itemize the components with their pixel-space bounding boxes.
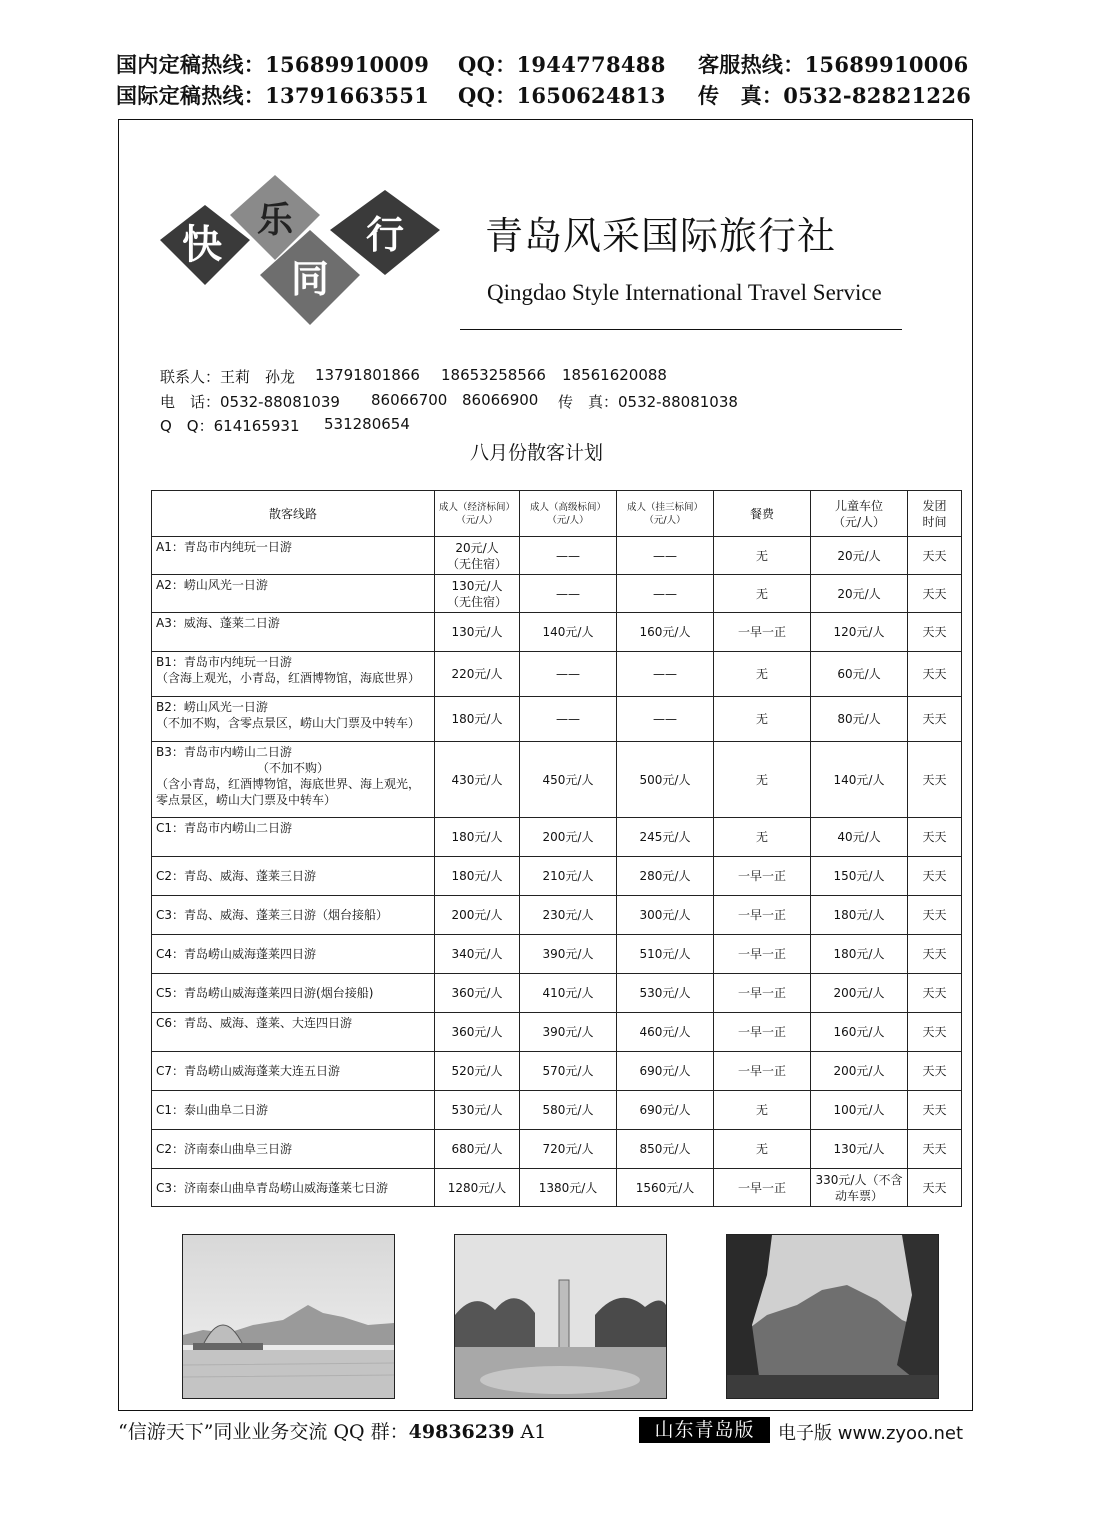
header-premium-label: 成人（高级标间） [529, 501, 606, 513]
route-note: （不加不购，含零点景区，崂山大门票及中转车） [156, 716, 421, 730]
route-name: C4：青岛崂山威海蓬莱四日游 [156, 947, 317, 961]
premium-cell: 200元/人 [520, 818, 617, 857]
header-premium [520, 491, 617, 537]
route-cell [152, 935, 435, 974]
three-star-cell: 500元/人 [617, 742, 714, 818]
meals-cell: 一早一正 [714, 1052, 811, 1091]
route-price-table [151, 490, 962, 1207]
economy-price: 130元/人 [451, 578, 503, 593]
edition-badge: 山东青岛版 [639, 1417, 770, 1443]
child-cell: 180元/人 [811, 896, 908, 935]
economy-cell: 130元/人 [435, 613, 520, 652]
contact-mobile-2: 18653258566 [441, 366, 546, 384]
photo-mountain [726, 1234, 939, 1399]
three-star-cell: —— [617, 575, 714, 613]
header-departure [908, 491, 962, 537]
premium-cell: 230元/人 [520, 896, 617, 935]
company-logo [150, 170, 460, 340]
header-three-star-unit: （元/人） [644, 514, 686, 526]
three-star-cell: 300元/人 [617, 896, 714, 935]
route-name: C6：青岛、威海、蓬莱、大连四日游 [156, 1016, 353, 1030]
departure-cell: 天天 [908, 537, 962, 575]
fax-line: 传 真：0532-82821226 [698, 83, 972, 108]
three-star-cell: —— [617, 652, 714, 697]
departure-cell: 天天 [908, 1169, 962, 1207]
departure-cell: 天天 [908, 974, 962, 1013]
premium-cell: —— [520, 697, 617, 742]
child-cell: 20元/人 [811, 537, 908, 575]
meals-cell: 一早一正 [714, 974, 811, 1013]
meals-cell: 一早一正 [714, 935, 811, 974]
child-cell: 120元/人 [811, 613, 908, 652]
route-name: B1：青岛市内纯玩一日游 [156, 655, 292, 669]
child-cell: 330元/人（不含动车票） [811, 1169, 908, 1207]
route-name: C2：青岛、威海、蓬莱三日游 [156, 869, 317, 883]
route-name: A1：青岛市内纯玩一日游 [156, 540, 292, 554]
route-note: （不加不购） [256, 761, 329, 775]
table-row [152, 1091, 962, 1130]
meals-cell: 无 [714, 1091, 811, 1130]
economy-cell: 220元/人 [435, 652, 520, 697]
premium-cell: 140元/人 [520, 613, 617, 652]
table-row [152, 1052, 962, 1091]
photo-plaza-lighthouse [454, 1234, 667, 1399]
economy-cell: 360元/人 [435, 1013, 520, 1052]
footer-qq-number: 49836239 [408, 1421, 515, 1443]
logo-char-1: 快 [182, 221, 222, 268]
departure-cell: 天天 [908, 1013, 962, 1052]
meals-cell: 无 [714, 1130, 811, 1169]
company-name-cn: 青岛风采国际旅行社 [485, 214, 837, 258]
header-premium-unit: （元/人） [547, 514, 589, 526]
premium-cell: 390元/人 [520, 1013, 617, 1052]
economy-cell: 180元/人 [435, 697, 520, 742]
meals-cell: 无 [714, 818, 811, 857]
header-child-label: 儿童车位 [834, 498, 883, 513]
premium-cell: 720元/人 [520, 1130, 617, 1169]
table-row [152, 1169, 962, 1207]
route-name: C2：济南泰山曲阜三日游 [156, 1142, 293, 1156]
economy-cell: 530元/人 [435, 1091, 520, 1130]
meals-cell: 一早一正 [714, 1169, 811, 1207]
child-cell: 60元/人 [811, 652, 908, 697]
table-row [152, 935, 962, 974]
route-cell [152, 1052, 435, 1091]
contact-mobile-3: 18561620088 [562, 366, 667, 384]
premium-cell: 410元/人 [520, 974, 617, 1013]
economy-cell: 520元/人 [435, 1052, 520, 1091]
premium-cell: 210元/人 [520, 857, 617, 896]
contact-tel-2: 86066700 [371, 391, 448, 409]
footer-website: 电子版 www.zyoo.net [778, 1423, 964, 1444]
three-star-cell: 510元/人 [617, 935, 714, 974]
route-cell [152, 1130, 435, 1169]
meals-cell: 无 [714, 697, 811, 742]
route-cell [152, 896, 435, 935]
table-row [152, 697, 962, 742]
three-star-cell: 690元/人 [617, 1091, 714, 1130]
meals-cell: 一早一正 [714, 1013, 811, 1052]
child-cell: 40元/人 [811, 818, 908, 857]
premium-cell: —— [520, 575, 617, 613]
departure-cell: 天天 [908, 575, 962, 613]
route-cell [152, 742, 435, 818]
premium-cell: 1380元/人 [520, 1169, 617, 1207]
contact-tel-3: 86066900 [462, 391, 539, 409]
route-name: C3：青岛、威海、蓬莱三日游（烟台接船） [156, 908, 389, 922]
economy-cell [435, 537, 520, 575]
economy-cell: 180元/人 [435, 818, 520, 857]
contact-qq: Q Q：614165931 [160, 417, 300, 435]
header-economy-label: 成人（经济标间） [438, 501, 515, 513]
footer-qq-group [118, 1417, 546, 1444]
three-star-cell: —— [617, 697, 714, 742]
economy-note: （无住宿） [446, 556, 507, 571]
departure-cell: 天天 [908, 613, 962, 652]
child-cell: 140元/人 [811, 742, 908, 818]
three-star-cell: —— [617, 537, 714, 575]
route-note: （含海上观光，小青岛，红酒博物馆，海底世界） [156, 671, 421, 685]
logo-char-2: 乐 [256, 199, 294, 241]
meals-cell: 一早一正 [714, 896, 811, 935]
route-name: C1：泰山曲阜二日游 [156, 1103, 269, 1117]
premium-cell: 580元/人 [520, 1091, 617, 1130]
header-meals: 餐费 [714, 491, 811, 537]
route-cell [152, 575, 435, 613]
premium-cell: —— [520, 537, 617, 575]
header-economy-unit: （元/人） [456, 514, 498, 526]
economy-cell: 360元/人 [435, 974, 520, 1013]
route-cell [152, 857, 435, 896]
departure-cell: 天天 [908, 652, 962, 697]
premium-cell: —— [520, 652, 617, 697]
header-departure-1: 发团 [922, 498, 947, 513]
departure-cell: 天天 [908, 935, 962, 974]
service-hotline: 客服热线：15689910006 [698, 52, 969, 77]
economy-note: （无住宿） [446, 594, 507, 609]
table-row [152, 974, 962, 1013]
route-name: B3：青岛市内崂山二日游 [156, 745, 292, 759]
child-cell: 200元/人 [811, 1052, 908, 1091]
economy-cell [435, 575, 520, 613]
economy-cell: 430元/人 [435, 742, 520, 818]
premium-cell: 570元/人 [520, 1052, 617, 1091]
logo-char-3: 同 [290, 256, 330, 301]
table-row [152, 575, 962, 613]
route-name: C5：青岛崂山威海蓬莱四日游(烟台接船) [156, 986, 374, 1000]
plan-title: 八月份散客计划 [470, 442, 604, 464]
three-star-cell: 280元/人 [617, 857, 714, 896]
three-star-cell: 850元/人 [617, 1130, 714, 1169]
meals-cell: 无 [714, 575, 811, 613]
route-cell [152, 697, 435, 742]
contact-people: 联系人：王莉 孙龙 [160, 368, 296, 386]
header-route: 散客线路 [152, 491, 435, 537]
three-star-cell: 1560元/人 [617, 1169, 714, 1207]
route-name: C7：青岛崂山威海蓬莱大连五日游 [156, 1064, 341, 1078]
contact-mobile-1: 13791801866 [315, 366, 420, 384]
child-cell: 100元/人 [811, 1091, 908, 1130]
departure-cell: 天天 [908, 857, 962, 896]
route-cell [152, 974, 435, 1013]
meals-cell: 无 [714, 742, 811, 818]
footer-page-number: A1 [520, 1421, 547, 1443]
route-cell [152, 1169, 435, 1207]
economy-cell: 200元/人 [435, 896, 520, 935]
departure-cell: 天天 [908, 697, 962, 742]
economy-cell: 340元/人 [435, 935, 520, 974]
table-row [152, 818, 962, 857]
domestic-hotline: 国内定稿热线：15689910009 [116, 52, 430, 77]
three-star-cell: 690元/人 [617, 1052, 714, 1091]
route-name: A2：崂山风光一日游 [156, 578, 268, 592]
header-child [811, 491, 908, 537]
photo-seaside-city [182, 1234, 395, 1399]
route-name: A3：威海、蓬莱二日游 [156, 616, 280, 630]
departure-cell: 天天 [908, 1130, 962, 1169]
title-divider [460, 329, 902, 330]
intl-hotline: 国际定稿热线：13791663551 [116, 83, 430, 108]
three-star-cell: 530元/人 [617, 974, 714, 1013]
company-name-en: Qingdao Style International Travel Service [487, 280, 882, 305]
route-note-detail: （含小青岛，红酒博物馆，海底世界、海上观光，零点景区，崂山大门票及中转车） [156, 777, 421, 807]
header-three-star-label: 成人（挂三标间） [626, 501, 703, 513]
intl-qq: QQ：1650624813 [458, 83, 666, 108]
header-three-star [617, 491, 714, 537]
economy-cell: 1280元/人 [435, 1169, 520, 1207]
route-cell [152, 1091, 435, 1130]
table-row [152, 613, 962, 652]
header-economy [435, 491, 520, 537]
three-star-cell: 160元/人 [617, 613, 714, 652]
table-row [152, 537, 962, 575]
route-cell [152, 652, 435, 697]
contact-tel: 电 话：0532-88081039 [160, 393, 340, 411]
three-star-cell: 460元/人 [617, 1013, 714, 1052]
route-name: C1：青岛市内崂山二日游 [156, 821, 293, 835]
departure-cell: 天天 [908, 818, 962, 857]
child-cell: 130元/人 [811, 1130, 908, 1169]
route-cell [152, 1013, 435, 1052]
table-row [152, 896, 962, 935]
child-cell: 80元/人 [811, 697, 908, 742]
child-cell: 160元/人 [811, 1013, 908, 1052]
table-row [152, 857, 962, 896]
domestic-qq: QQ：1944778488 [458, 52, 666, 77]
child-cell: 200元/人 [811, 974, 908, 1013]
logo-char-4: 行 [365, 212, 405, 257]
economy-cell: 180元/人 [435, 857, 520, 896]
premium-cell: 390元/人 [520, 935, 617, 974]
meals-cell: 一早一正 [714, 613, 811, 652]
table-row [152, 1013, 962, 1052]
contact-qq-2: 531280654 [324, 415, 410, 433]
header-child-unit: （元/人） [832, 514, 886, 529]
meals-cell: 一早一正 [714, 857, 811, 896]
meals-cell: 无 [714, 652, 811, 697]
route-name: C3：济南泰山曲阜青岛崂山威海蓬莱七日游 [156, 1180, 389, 1195]
departure-cell: 天天 [908, 1091, 962, 1130]
table-row [152, 1130, 962, 1169]
route-cell [152, 613, 435, 652]
departure-cell: 天天 [908, 1052, 962, 1091]
route-cell [152, 537, 435, 575]
departure-cell: 天天 [908, 742, 962, 818]
economy-cell: 680元/人 [435, 1130, 520, 1169]
premium-cell: 450元/人 [520, 742, 617, 818]
child-cell: 20元/人 [811, 575, 908, 613]
table-row [152, 652, 962, 697]
departure-cell: 天天 [908, 896, 962, 935]
contact-fax: 传 真：0532-88081038 [558, 393, 738, 411]
child-cell: 180元/人 [811, 935, 908, 974]
route-name: B2：崂山风光一日游 [156, 700, 268, 714]
route-cell [152, 818, 435, 857]
three-star-cell: 245元/人 [617, 818, 714, 857]
meals-cell: 无 [714, 537, 811, 575]
child-cell: 150元/人 [811, 857, 908, 896]
footer-quote: “信游天下”同业业务交流 QQ 群： [118, 1421, 409, 1443]
header-departure-2: 时间 [922, 514, 947, 529]
table-row [152, 742, 962, 818]
economy-price: 20元/人 [455, 540, 499, 555]
table-header-row [152, 491, 962, 537]
